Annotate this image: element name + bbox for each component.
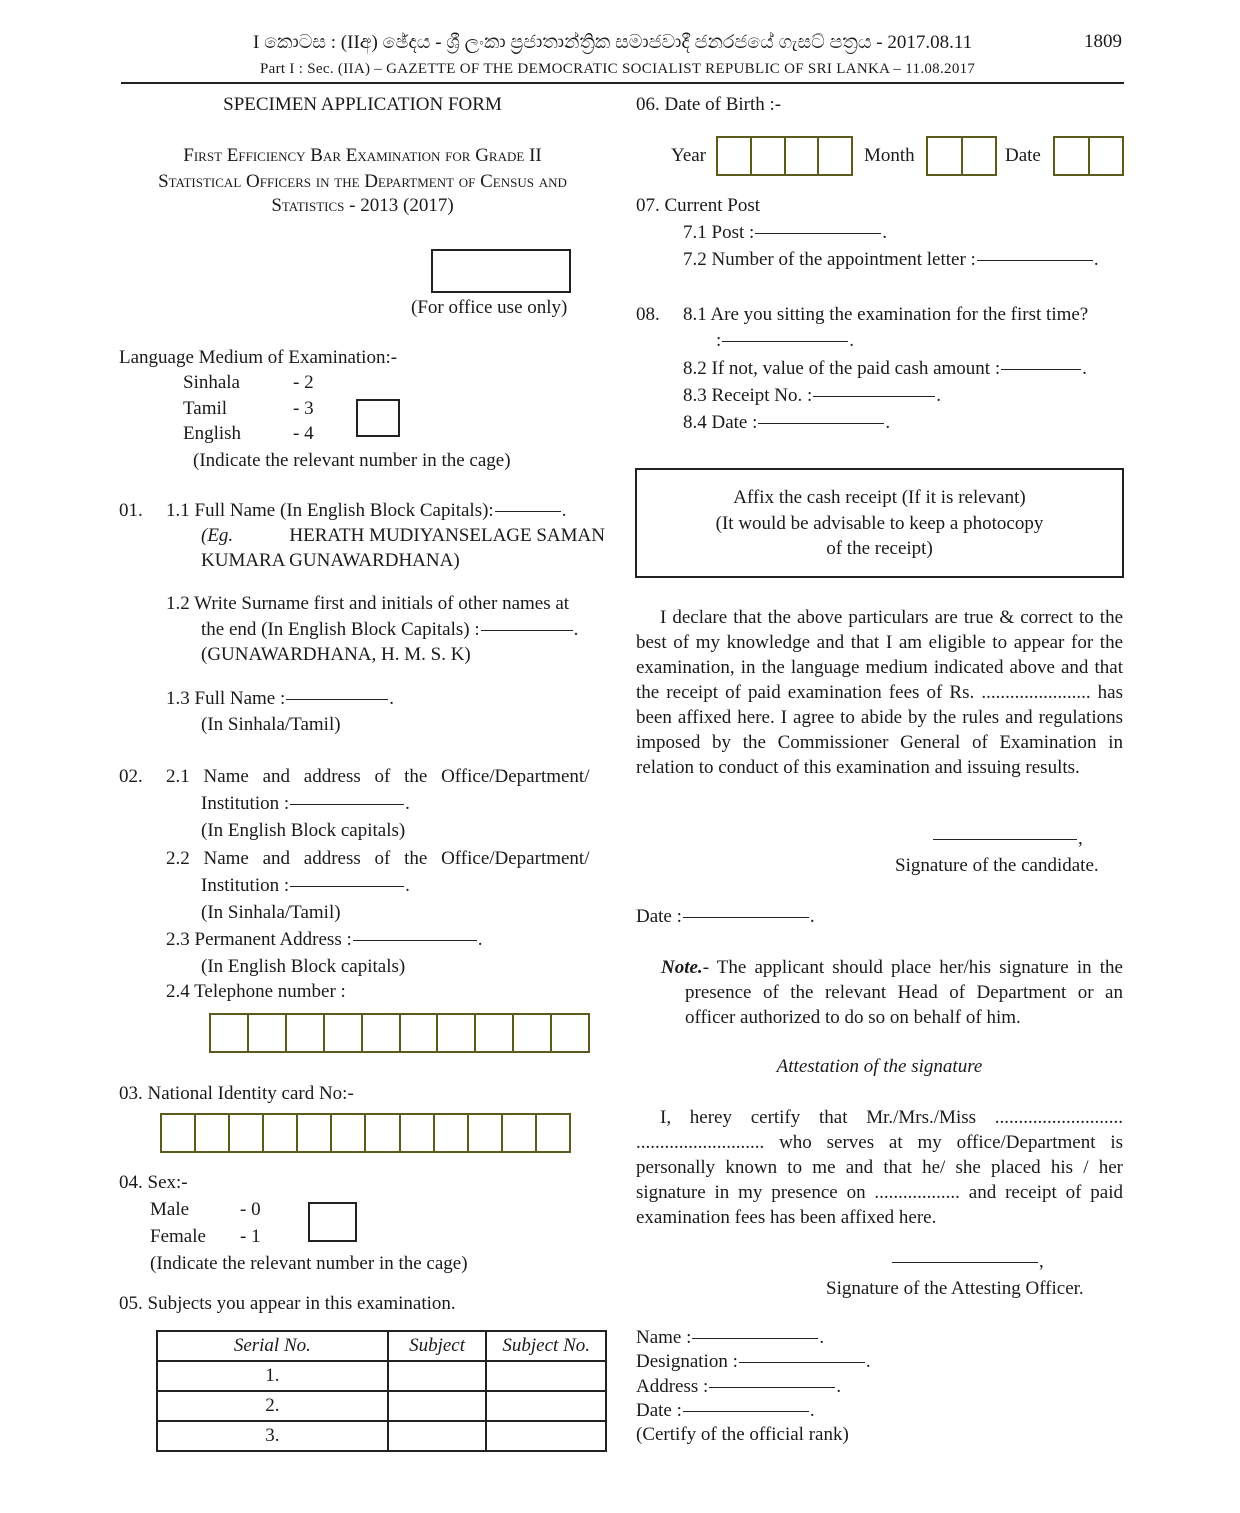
dob-date-cells[interactable] [1053,136,1124,176]
receipt-line-3: of the receipt) [826,538,933,559]
q11-eg-prefix: (Eg. [201,525,234,546]
attesting-address-label: Address : [636,1376,709,1397]
subject-no-cell[interactable] [486,1421,606,1451]
candidate-signature-line[interactable]: , [932,828,1083,851]
attesting-name-label: Name : [636,1327,692,1348]
attestation-text: I, herey certify that Mr./Mrs./Miss ........................... ........................... who serves at my office/Department is personally known to me and that he/ she placed his / her signature in my presence on .................. and receipt of paid examination fees has been affixed here. [636,1107,1123,1228]
subject-no-cell[interactable] [486,1391,606,1421]
q11-eg-a: HERATH MUDIYANSELAGE SAMAN [289,525,605,546]
dob-year-cells[interactable] [716,136,853,176]
form-subtitle-3: Statistics - 2013 (2017) [271,195,454,216]
q11-eg-b: KUMARA GUNAWARDHANA) [201,550,460,571]
candidate-signature-label: Signature of the candidate. [895,855,1099,876]
attesting-date-line[interactable] [683,1411,809,1412]
language-option-name: English [183,423,242,444]
q22-line-a: 2.2 Name and address of the Office/Department/ [166,848,590,869]
sex-option-name: Male [150,1199,190,1220]
language-option-code: - 2 [293,372,314,393]
q22-line[interactable] [290,886,404,887]
subject-cell[interactable] [388,1361,487,1391]
subject-cell[interactable] [388,1391,487,1421]
serial-cell: 2. [157,1391,388,1421]
sex-note: (Indicate the relevant number in the cage) [150,1253,468,1274]
q72-text: 7.2 Number of the appointment letter : [683,249,976,270]
q12-text: the end (In English Block Capitals) : [201,619,480,640]
language-option-name: Sinhala [183,372,240,393]
form-subtitle-2: Statistical Officers in the Department of Census and [158,171,567,192]
receipt-line-2: (It would be advisable to keep a photocopy [715,513,1044,534]
attesting-date: Date : . [636,1400,815,1421]
q23-note: (In English Block capitals) [201,956,406,977]
header-sinhala: I කොටස : (IIඅ) ඡේදය - ශ්‍රී ලංකා ප්‍රජාතාන්ත්‍රික සමාජවාදී ජනරජයේ ගැසට් පත්‍රය - 2017.08.11 [253,32,973,53]
note-text: - The applicant should place her/his signature in the presence of the relevant Head of Department or an officer authorized to do so on behalf of him. [685,957,1123,1028]
subjects-table [156,1330,607,1452]
q24-label: 2.4 Telephone number : [166,981,346,1002]
dob-month-cells[interactable] [926,136,997,176]
q84-line[interactable] [758,423,884,424]
nic-cells[interactable] [160,1113,571,1153]
q81-answer: : . [716,330,855,351]
section-01-number: 01. [119,500,143,521]
q82-line[interactable] [1001,369,1081,370]
telephone-cells[interactable] [209,1013,590,1053]
language-heading: Language Medium of Examination:- [119,347,398,368]
attesting-designation-label: Designation : [636,1351,738,1372]
q11-line[interactable] [495,511,561,512]
q22-note: (In Sinhala/Tamil) [201,902,341,923]
attesting-name: Name : . [636,1327,825,1348]
table-row [157,1421,606,1451]
q13-line[interactable] [286,699,388,700]
q21-note: (In English Block capitals) [201,820,406,841]
q12-line[interactable] [481,630,573,631]
sex-option-code: - 0 [240,1199,261,1220]
nic-label: 03. National Identity card No:- [119,1083,354,1104]
attesting-signature-label: Signature of the Attesting Officer. [826,1278,1084,1299]
attesting-signature-line[interactable]: , [891,1251,1044,1274]
header-english: Part I : Sec. (IIA) – GAZETTE OF THE DEMOCRATIC SOCIALIST REPUBLIC OF SRI LANKA – 11.08.2017 [260,61,976,77]
q81-label: 8.1 Are you sitting the examination for the first time? [683,304,1089,325]
dob-date-label: Date [1005,145,1041,166]
q72-line[interactable] [977,260,1093,261]
serial-cell: 1. [157,1361,388,1391]
q71-line[interactable] [755,233,881,234]
q22-text: Institution : [201,875,290,896]
declaration-date-line[interactable] [683,917,809,918]
q71-label: 7.1 Post : . [683,222,888,243]
q23-text: 2.3 Permanent Address : [166,929,352,950]
q21-text: Institution : [201,793,290,814]
q81-line[interactable] [722,341,848,342]
note-paragraph [661,955,1123,1030]
dob-month-label: Month [864,145,915,166]
q84-label: 8.4 Date : . [683,412,891,433]
declaration-date-label: Date : [636,906,682,927]
q21-line[interactable] [290,804,404,805]
sex-label: 04. Sex:- [119,1172,188,1193]
attesting-certify: (Certify of the official rank) [636,1424,849,1445]
q71-text: 7.1 Post : [683,222,755,243]
language-option-code: - 4 [293,423,314,444]
form-subtitle-1: First Efficiency Bar Examination for Grade II [183,145,542,166]
table-row [157,1391,606,1421]
section-02-number: 02. [119,766,143,787]
subject-cell[interactable] [388,1421,487,1451]
q83-text: 8.3 Receipt No. : [683,385,813,406]
header-rule [121,82,1124,84]
q12-line-a: 1.2 Write Surname first and initials of other names at [166,593,570,614]
attesting-address-line[interactable] [709,1387,835,1388]
current-post-label: 07. Current Post [636,195,761,216]
q83-line[interactable] [813,396,935,397]
q11-example [201,525,605,548]
sex-option-name: Female [150,1226,206,1247]
q82-text: 8.2 If not, value of the paid cash amount : [683,358,1001,379]
attestation-heading: Attestation of the signature [776,1056,983,1077]
q72-label: 7.2 Number of the appointment letter : . [683,249,1099,270]
q83-label: 8.3 Receipt No. : . [683,385,942,406]
q21-label: Institution : . [201,793,410,814]
q11-text: 1.1 Full Name (In English Block Capitals): [166,500,494,521]
col-subject-no: Subject No. [486,1331,606,1361]
q13-note: (In Sinhala/Tamil) [201,714,341,735]
note-label: Note. [661,957,703,978]
serial-cell: 3. [157,1421,388,1451]
q84-text: 8.4 Date : [683,412,758,433]
q11-label: 1.1 Full Name (In English Block Capitals): . [166,500,567,521]
attesting-designation-line[interactable] [739,1362,865,1363]
subjects-label: 05. Subjects you appear in this examination. [119,1293,456,1314]
dob-label: 06. Date of Birth :- [636,94,782,115]
attesting-address: Address : . [636,1376,842,1397]
col-serial-no: Serial No. [157,1331,388,1361]
q21-line-a: 2.1 Name and address of the Office/Department/ [166,766,590,787]
attesting-name-line[interactable] [692,1338,818,1339]
declaration-date: Date : . [636,906,815,927]
language-option-name: Tamil [183,398,228,419]
language-option-code: - 3 [293,398,314,419]
q23-line[interactable] [353,940,477,941]
dob-year-label: Year [671,145,707,166]
language-cage[interactable] [356,399,400,437]
declaration-text: I declare that the above particulars are true & correct to the best of my knowledge and that I am eligible to appear for the examination, in the language medium indicated above and that the receipt of paid examination fees of Rs. ....................... has been affixed here. I agree to abide by the rules and regulations imposed by the Commissioner General of Examination in relation to conduct of this examination and issuing results. [636,607,1123,778]
section-08-number: 08. [636,304,660,325]
q23-label: 2.3 Permanent Address : . [166,929,483,950]
table-row [157,1361,606,1391]
subject-no-cell[interactable] [486,1361,606,1391]
language-note: (Indicate the relevant number in the cage) [193,450,511,471]
col-subject: Subject [388,1331,487,1361]
page-number: 1809 [1084,31,1122,52]
q12-label: the end (In English Block Capitals) : . [201,619,579,640]
sex-option-code: - 1 [240,1226,261,1247]
q82-label: 8.2 If not, value of the paid cash amount : . [683,358,1087,379]
form-title: SPECIMEN APPLICATION FORM [223,94,502,115]
attesting-designation: Designation : . [636,1351,871,1372]
q22-label: Institution : . [201,875,410,896]
attesting-date-label: Date : [636,1400,682,1421]
q13-label: 1.3 Full Name : . [166,688,395,709]
office-use-label: (For office use only) [411,297,568,318]
sex-cage[interactable] [308,1202,357,1242]
office-use-box[interactable] [431,249,571,293]
q12-example: (GUNAWARDHANA, H. M. S. K) [201,644,471,665]
q13-text: 1.3 Full Name : [166,688,286,709]
receipt-line-1: Affix the cash receipt (If it is relevant) [733,487,1026,508]
